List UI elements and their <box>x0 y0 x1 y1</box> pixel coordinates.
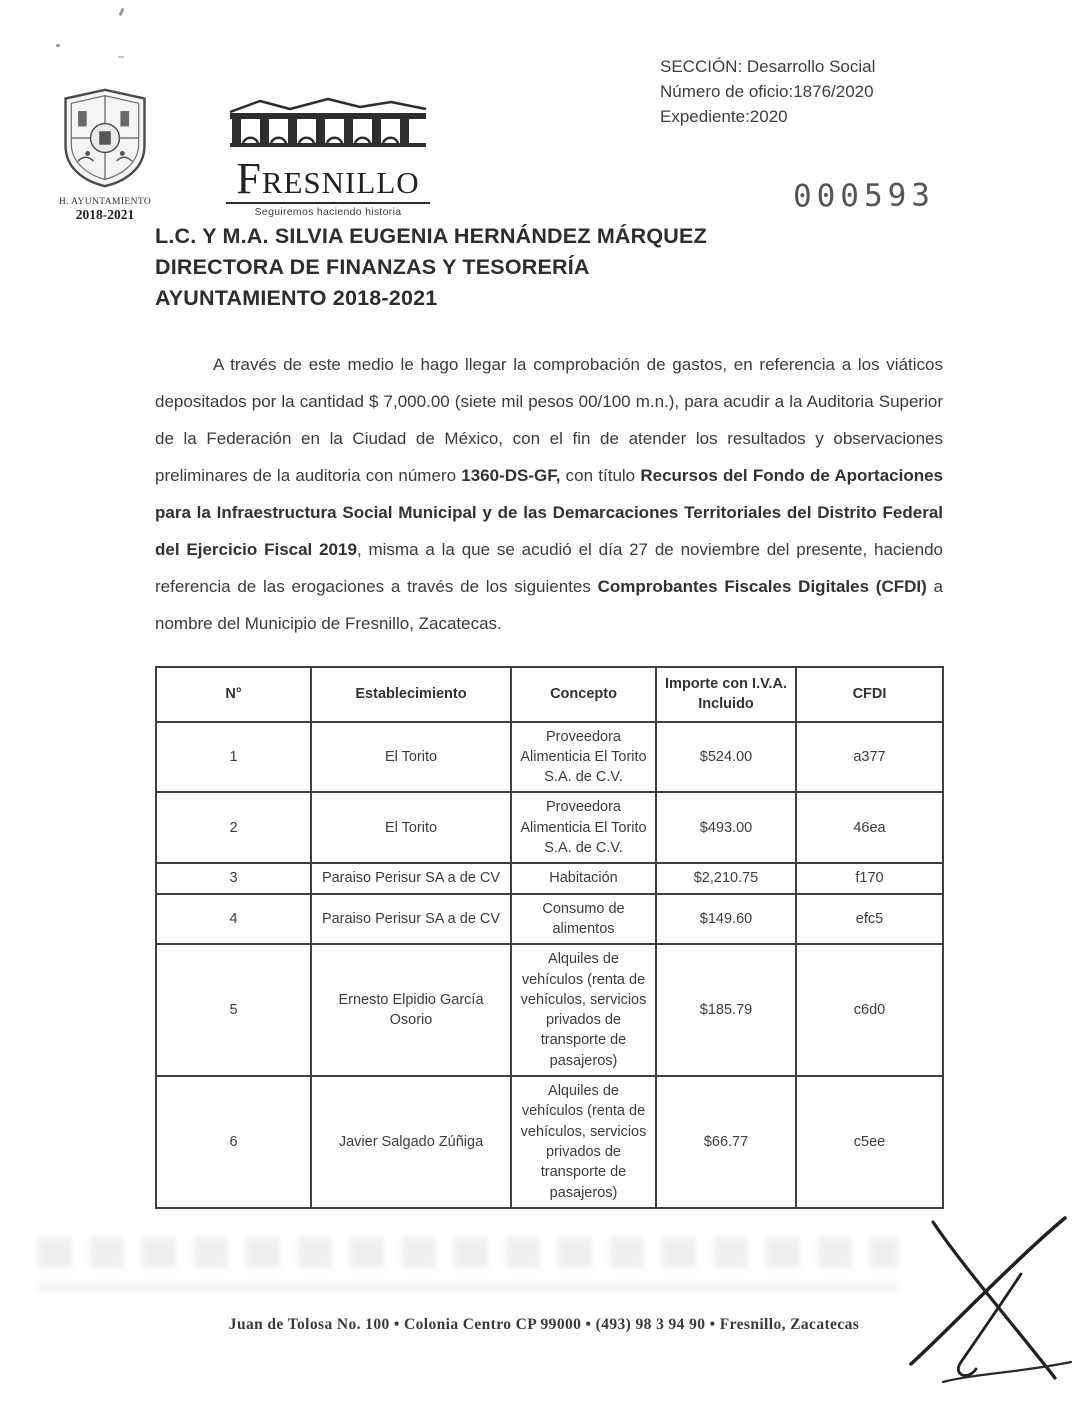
municipal-seal <box>52 86 158 223</box>
cell-importe: $185.79 <box>656 944 796 1076</box>
footer-address: Juan de Tolosa No. 100 • Colonia Centro CP 99000 • (493) 98 3 94 90 • Fresnillo, Zacatecas <box>228 1316 860 1333</box>
scan-artifact <box>118 56 124 58</box>
col-header-cfdi: CFDI <box>796 667 943 722</box>
seal-years: 2018-2021 <box>75 207 135 222</box>
cell-importe: $66.77 <box>656 1076 796 1208</box>
body-segment: , misma a la que se acudió el día 27 de noviembre del presente, haciendo referencia de las erogaciones a través de los siguientes <box>155 540 943 596</box>
cell-concepto: Consumo de alimentos <box>511 894 656 945</box>
addressee-name: L.C. Y M.A. SILVIA EUGENIA HERNÁNDEZ MÁRQUEZ <box>155 224 707 248</box>
table-row <box>156 1076 943 1208</box>
cell-concepto: Proveedora Alimenticia El Torito S.A. de C.V. <box>511 792 656 863</box>
body-segment-audit-number: 1360-DS-GF, <box>461 466 561 485</box>
table-header-row <box>156 667 943 722</box>
coat-of-arms-icon <box>56 177 154 194</box>
fresnillo-logo <box>220 96 436 218</box>
cell-establecimiento: Ernesto Elpidio García Osorio <box>311 944 511 1076</box>
cell-importe: $149.60 <box>656 894 796 945</box>
cell-cfdi: c6d0 <box>796 944 943 1076</box>
table-row <box>156 894 943 945</box>
body-segment: con título <box>560 466 641 485</box>
seal-caption: H. AYUNTAMIENTO <box>58 197 152 207</box>
cell-establecimiento: El Torito <box>311 792 511 863</box>
cell-cfdi: c5ee <box>796 1076 943 1208</box>
body-segment: A través de este medio le hago llegar la comprobación de gastos, en referencia a los viáticos depositados por la cantidad $ 7,000.00 (siete mil pesos 00/100 m.n.), para acudir a la Auditoria Superior de la Federación en la Ciudad de México, con el fin de atender los resultados y observaciones preliminares de la auditoria con número <box>155 355 943 485</box>
cell-importe: $524.00 <box>656 722 796 793</box>
table-row <box>156 863 943 893</box>
cell-n: 5 <box>156 944 311 1076</box>
meta-expediente: Expediente:2020 <box>660 107 788 126</box>
cell-n: 6 <box>156 1076 311 1208</box>
col-header-n: N° <box>156 667 311 722</box>
cell-concepto: Alquiles de vehículos (renta de vehículos, servicios privados de transporte de pasajeros) <box>511 944 656 1076</box>
signature-icon <box>903 1212 1078 1392</box>
cell-n: 2 <box>156 792 311 863</box>
scan-bleedthrough-artifact <box>38 1238 898 1296</box>
addressee-title: DIRECTORA DE FINANZAS Y TESORERÍA <box>155 255 590 279</box>
folio-stamp: 000593 <box>792 177 936 215</box>
table-row <box>156 792 943 863</box>
cell-concepto: Habitación <box>511 863 656 893</box>
col-header-importe: Importe con I.V.A. Incluido <box>656 667 796 722</box>
col-header-concepto: Concepto <box>511 667 656 722</box>
scan-artifact <box>56 44 60 47</box>
cell-n: 1 <box>156 722 311 793</box>
logo-wordmark: Fresnillo <box>236 154 420 203</box>
cell-cfdi: efc5 <box>796 894 943 945</box>
cell-establecimiento: Javier Salgado Zúñiga <box>311 1076 511 1208</box>
document-meta <box>660 54 875 129</box>
table-row <box>156 944 943 1076</box>
cell-importe: $2,210.75 <box>656 863 796 893</box>
meta-seccion: SECCIÓN: Desarrollo Social <box>660 57 876 76</box>
cell-establecimiento: Paraiso Perisur SA a de CV <box>311 863 511 893</box>
cell-establecimiento: El Torito <box>311 722 511 793</box>
body-segment-cfdi: Comprobantes Fiscales Digitales (CFDI) <box>597 577 927 596</box>
cell-concepto: Proveedora Alimenticia El Torito S.A. de C.V. <box>511 722 656 793</box>
cell-concepto: Alquiles de vehículos (renta de vehículos, servicios privados de transporte de pasajeros) <box>511 1076 656 1208</box>
body-segment: a nombre del Municipio de Fresnillo, Zacatecas. <box>155 577 943 633</box>
body-paragraph <box>155 346 943 642</box>
cell-establecimiento: Paraiso Perisur SA a de CV <box>311 894 511 945</box>
addressee-block <box>155 221 707 314</box>
scan-artifact <box>118 8 124 17</box>
col-header-establecimiento: Establecimiento <box>311 667 511 722</box>
cell-cfdi: f170 <box>796 863 943 893</box>
cell-n: 4 <box>156 894 311 945</box>
table-row <box>156 722 943 793</box>
cell-cfdi: a377 <box>796 722 943 793</box>
meta-numero-oficio: Número de oficio:1876/2020 <box>660 82 874 101</box>
cell-cfdi: 46ea <box>796 792 943 863</box>
cell-n: 3 <box>156 863 311 893</box>
cell-importe: $493.00 <box>656 792 796 863</box>
body-segment-audit-title: Recursos del Fondo de Aportaciones para la Infraestructura Social Municipal y de las Demarcaciones Territoriales del Distrito Federal del Ejercicio Fiscal 2019 <box>155 466 944 559</box>
addressee-org: AYUNTAMIENTO 2018-2021 <box>155 286 438 310</box>
aqueduct-icon <box>228 137 428 154</box>
logo-tagline: Seguiremos haciendo historia <box>254 206 402 218</box>
expenses-table <box>155 666 944 1209</box>
